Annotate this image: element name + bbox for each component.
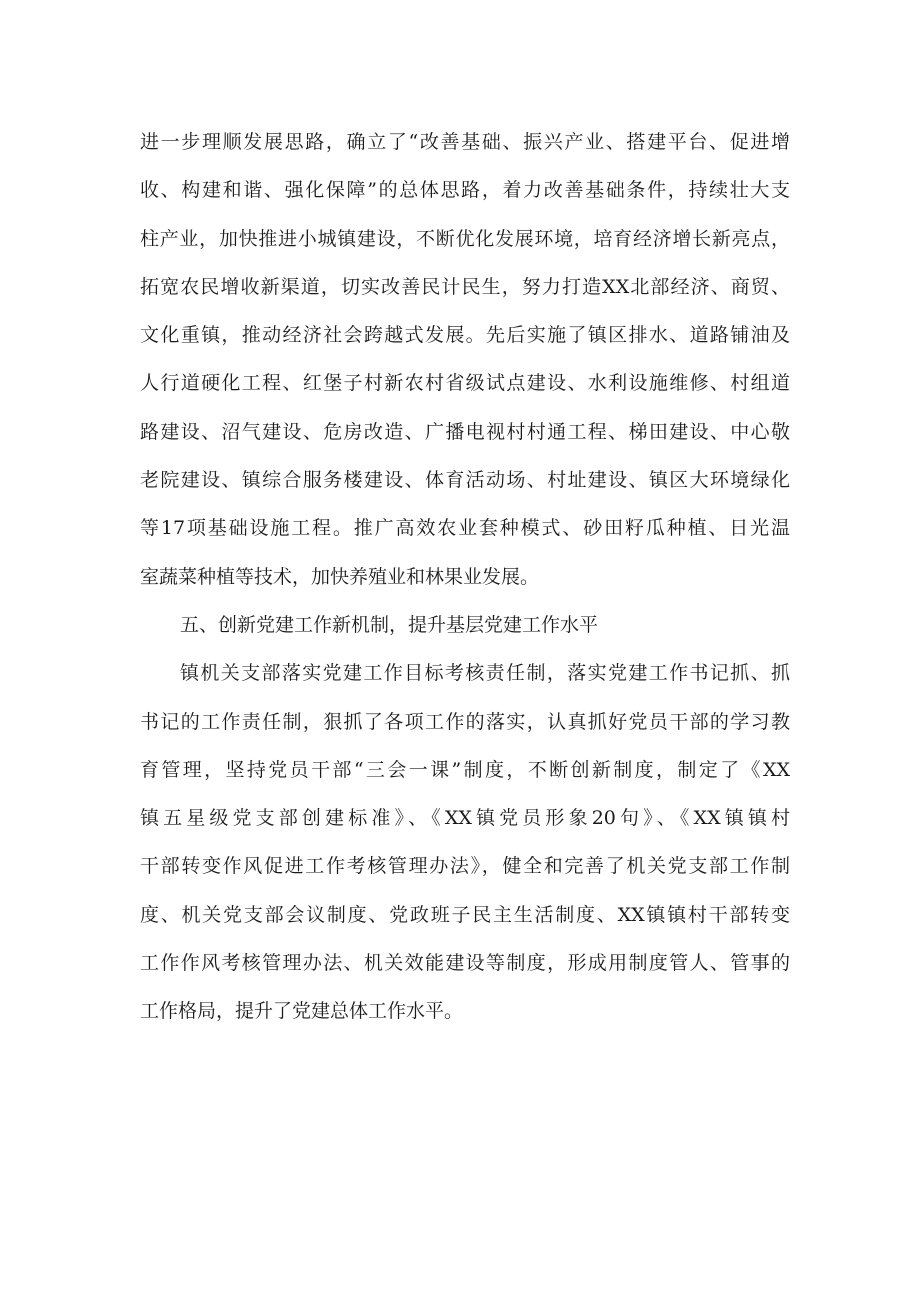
text-line: 育管理，坚持党员干部“三会一课”制度，不断创新制度，制定了《XX [140, 758, 790, 781]
section-heading: 五、创新党建工作新机制，提升基层党建工作水平 [180, 613, 599, 636]
text-line: 工作格局，提升了党建总体工作水平。 [140, 1000, 464, 1023]
text-line: 收、构建和谐、强化保障”的总体思路，着力改善基础条件，持续壮大支 [140, 179, 790, 202]
text-line: 镇机关支部落实党建工作目标考核责任制，落实党建工作书记抓、抓 [180, 662, 790, 685]
text-line: 干部转变作风促进工作考核管理办法》，健全和完善了机关党支部工作制 [140, 855, 790, 878]
text-line: 等17项基础设施工程。推广高效农业套种模式、砂田籽瓜种植、日光温 [140, 517, 790, 540]
text-line: 人行道硬化工程、红堡子村新农村省级试点建设、水利设施维修、村组道 [140, 372, 790, 395]
text-line: 书记的工作责任制，狠抓了各项工作的落实，认真抓好党员干部的学习教 [140, 710, 790, 733]
text-line: 工作作风考核管理办法、机关效能建设等制度，形成用制度管人、管事的 [140, 952, 790, 975]
text-line: 进一步理顺发展思路，确立了“改善基础、振兴产业、搭建平台、促进增 [140, 131, 790, 153]
paragraph-party-building [140, 649, 790, 1035]
text-line: 柱产业，加快推进小城镇建设，不断优化发展环境，培育经济增长新亮点， [140, 227, 790, 250]
text-line: 路建设、沼气建设、危房改造、广播电视村村通工程、梯田建设、中心敬 [140, 420, 790, 443]
text-line: 室蔬菜种植等技术，加快养殖业和林果业发展。 [140, 565, 540, 588]
paragraph-infrastructure [140, 118, 790, 601]
text-line: 拓宽农民增收新渠道，切实改善民计民生，努力打造XX北部经济、商贸、 [140, 275, 790, 298]
text-line: 老院建设、镇综合服务楼建设、体育活动场、村址建设、镇区大环境绿化 [140, 469, 790, 492]
text-line: 度、机关党支部会议制度、党政班子民主生活制度、XX镇镇村干部转变 [140, 903, 790, 926]
document-body [140, 118, 790, 1036]
text-line: 文化重镇，推动经济社会跨越式发展。先后实施了镇区排水、道路铺油及 [140, 324, 790, 347]
text-line: 镇五星级党支部创建标准》、《XX镇党员形象20句》、《XX镇镇村 [140, 807, 790, 830]
